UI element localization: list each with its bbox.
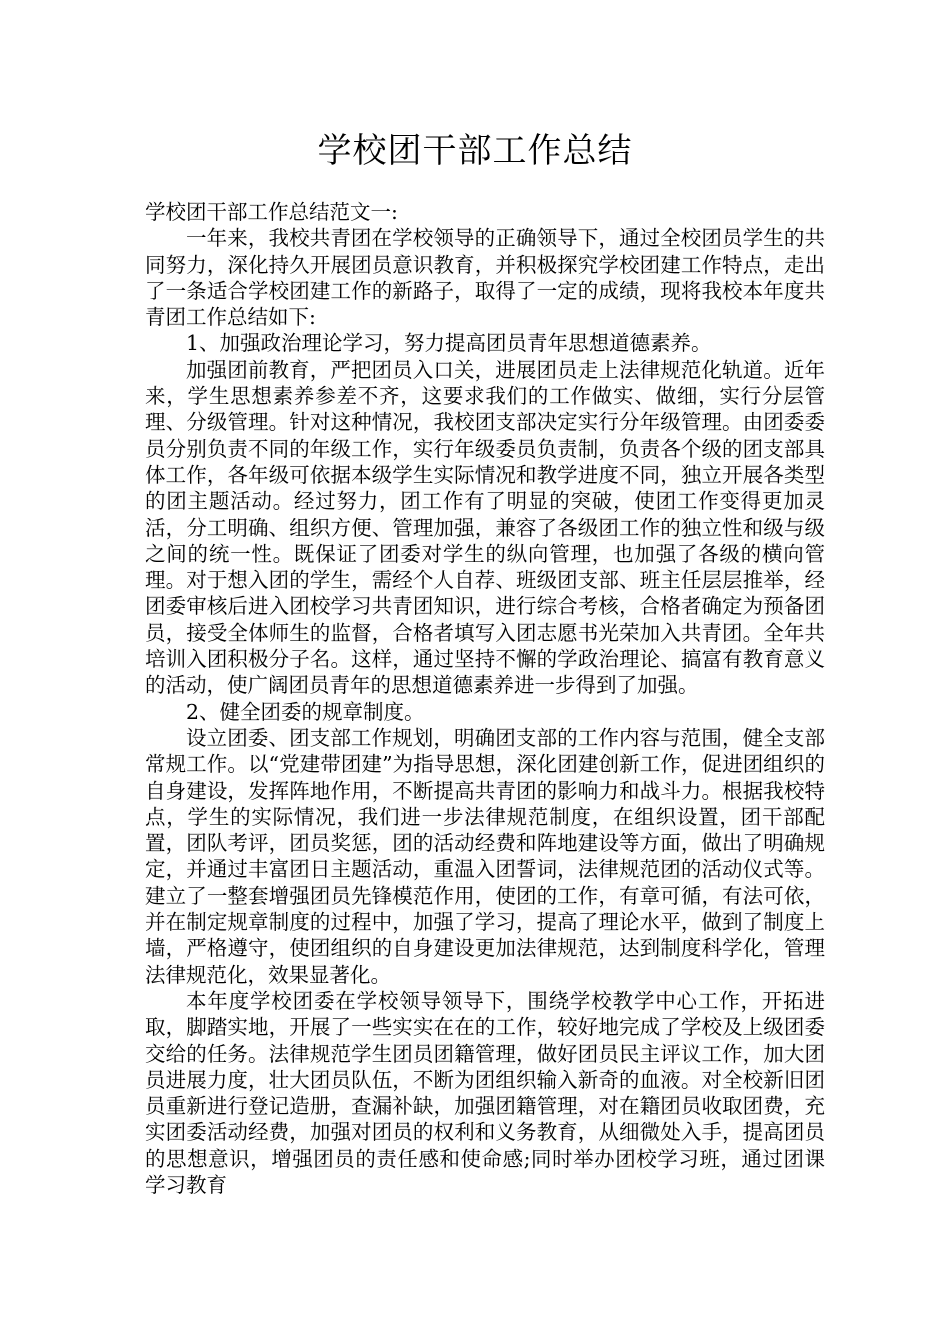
section-heading: 2、健全团委的规章制度。 xyxy=(186,699,425,724)
paragraph: 加强团前教育，严把团员入口关，进展团员走上法律规范化轨道。近年来，学生思想素养参差不齐，这要求我们的工作做实、做细，实行分层管理、分级管理。针对这种情况，我校团支部决定实行分年级管理。由团委委员分别负责不同的年级工作，实行年级委员负责制，负责各个级的团支部具体工作，各年级可依据本级学生实际情况和教学进度不同，独立开展各类型的团主题活动。经过努力，团工作有了明显的突破，使团工作变得更加灵活，分工明确、组织方便、管理加强，兼容了各级团工作的独立性和级与级之间的统一性。既保证了团委对学生的纵向管理，也加强了各级的横向管理。对于想入团的学生，需经个人自荐、班级团支部、班主任层层推举，经团委审核后进入团校学习共青团知识，进行综合考核，合格者确定为预备团员，接受全体师生的监督，合格者填写入团志愿书光荣加入共青团。全年共培训入团积极分子名。这样，通过坚持不懈的学政治理论、搞富有教育意义的活动，使广阔团员青年的思想道德素养进一步得到了加强。 xyxy=(145,357,825,698)
paragraph: 学校团干部工作总结范文一: xyxy=(145,200,398,224)
section-heading: 1、加强政治理论学习，努力提高团员青年思想道德素养。 xyxy=(186,331,712,356)
document-body xyxy=(145,199,825,1198)
document-title: 学校团干部工作总结 xyxy=(317,131,633,171)
paragraph: 一年来，我校共青团在学校领导的正确领导下，通过全校团员学生的共同努力，深化持久开展团员意识教育，并积极探究学校团建工作特点，走出了一条适合学校团建工作的新路子，取得了一定的成绩，现将我校本年度共青团工作总结如下: xyxy=(145,226,825,330)
paragraph: 设立团委、团支部工作规划，明确团支部的工作内容与范围，健全支部常规工作。以“党建带团建”为指导思想，深化团建创新工作，促进团组织的自身建设，发挥阵地作用，不断提高共青团的影响力和战斗力。根据我校特点，学生的实际情况，我们进一步法律规范制度，在组织设置，团干部配置，团队考评，团员奖惩，团的活动经费和阵地建设等方面，做出了明确规定，并通过丰富团日主题活动，重温入团誓词，法律规范团的活动仪式等。建立了一整套增强团员先锋模范作用，使团的工作，有章可循，有法可依，并在制定规章制度的过程中，加强了学习，提高了理论水平，做到了制度上墙，严格遵守，使团组织的自身建设更加法律规范，达到制度科学化，管理法律规范化，效果显著化。 xyxy=(145,725,825,987)
paragraph: 本年度学校团委在学校领导领导下，围绕学校教学中心工作，开拓进取，脚踏实地，开展了一些实实在在的工作，较好地完成了学校及上级团委交给的任务。法律规范学生团员团籍管理，做好团员民主评议工作，加大团员进展力度，壮大团员队伍，不断为团组织输入新奇的血液。对全校新旧团员重新进行登记造册，查漏补缺，加强团籍管理，对在籍团员收取团费，充实团委活动经费，加强对团员的权利和义务教育，从细微处入手，提高团员的思想意识，增强团员的责任感和使命感;同时举办团校学习班，通过团课学习教育 xyxy=(145,988,825,1197)
